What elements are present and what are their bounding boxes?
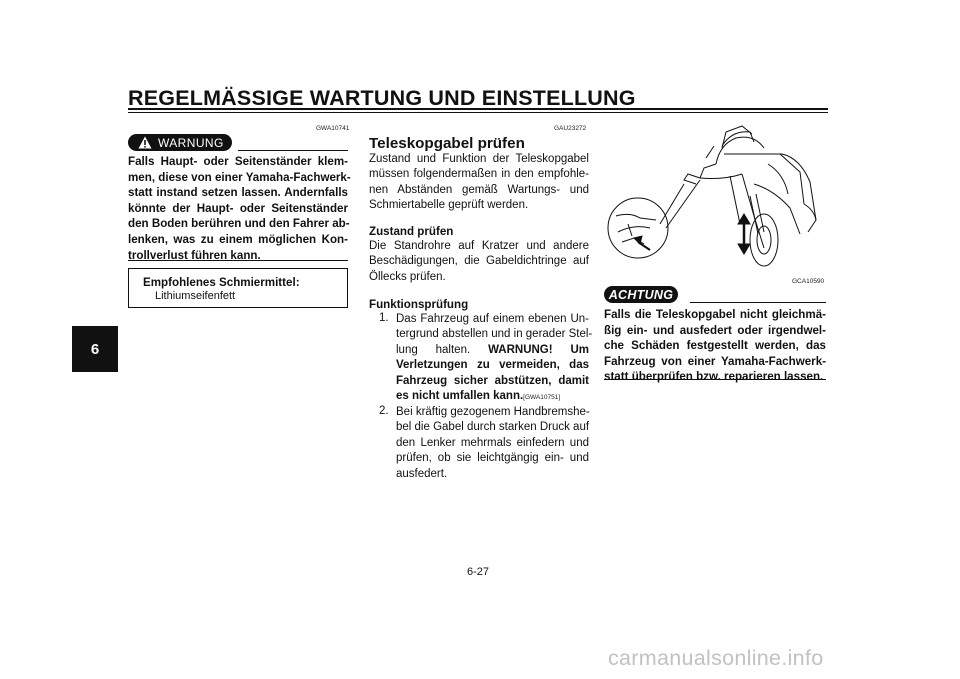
step1-warn-last: es nicht umfallen kann.	[396, 390, 524, 403]
step1-line: Das Fahrzeug auf einem ebenen Un-	[396, 313, 589, 325]
intro-line: nen Abständen gemäß Wartungs- und	[369, 183, 589, 196]
caution-line: statt überprüfen bzw. reparieren lassen.	[604, 370, 824, 384]
intro-line: Schmiertabelle geprüft werden.	[369, 199, 529, 212]
step1-warn-word: WARNUNG!	[488, 343, 553, 356]
lubricant-value: Lithiumseifenfett	[155, 290, 236, 302]
condition-line: Beschädigungen, die Gabeldichtringe auf	[369, 255, 589, 268]
caution-line: ßig ein- und ausfedert oder irgendwel-	[604, 323, 826, 337]
warning-line: lenken, was zu einem möglichen Kon-	[128, 232, 348, 246]
chapter-tab: 6	[72, 326, 118, 372]
lubricant-title: Empfohlenes Schmiermittel:	[143, 276, 300, 289]
step2-line: bel die Gabel durch starken Druck auf	[396, 421, 590, 434]
condition-heading: Zustand prüfen	[369, 225, 454, 238]
warning-code: GWA10741	[316, 125, 350, 132]
step1-warn-line	[396, 389, 589, 405]
caution-end-rule	[604, 379, 826, 380]
page-number: 6-27	[467, 566, 490, 578]
scooter-fork-illustration	[604, 124, 826, 274]
step1-warn-um: Um	[570, 343, 590, 356]
step1-warn-line: Verletzungen zu vermeiden, das	[396, 359, 589, 372]
warning-rule	[238, 150, 348, 151]
warning-line: men, diese von einer Yamaha-Fachwerk-	[128, 170, 351, 184]
caution-badge: ACHTUNG	[604, 286, 678, 303]
step2-line: den Lenker mehrmals einfedern und	[396, 436, 589, 449]
condition-line: Öllecks prüfen.	[369, 270, 446, 283]
section-title: Teleskopgabel prüfen	[369, 135, 525, 152]
title-rule	[128, 108, 828, 110]
warning-line: Falls Haupt- oder Seitenständer klem-	[128, 155, 348, 168]
condition-text	[369, 239, 589, 285]
section-intro	[369, 152, 589, 214]
warning-line: könnte der Haupt- oder Seitenständer	[128, 201, 348, 215]
page-title: REGELMÄSSIGE WARTUNG UND EINSTELLUNG	[128, 86, 636, 110]
step2-line: Bei kräftig gezogenem Handbremshe-	[396, 406, 590, 418]
warning-line: den Boden berühren und den Fahrer ab-	[128, 217, 350, 231]
step1-warn-line: Fahrzeug sicher abstützen, damit	[396, 374, 589, 387]
section-code: GAU23272	[554, 125, 587, 132]
step1-line: tergrund abstellen und in gerader Stel-	[396, 328, 593, 341]
warning-end-rule	[128, 260, 348, 261]
warning-triangle-icon	[138, 136, 152, 149]
step1-word-lung: lung	[396, 343, 418, 356]
caution-code: GCA10590	[792, 278, 825, 285]
step2-line: prüfen, ob sie leichtgängig ein- und	[396, 452, 589, 465]
warning-line: statt instand setzen lassen. Andernfalls	[128, 186, 348, 200]
step1-warning-code: [GWA10751]	[523, 394, 561, 402]
step2-text	[396, 405, 589, 482]
step2-number: 2.	[379, 405, 389, 417]
warning-text	[128, 154, 351, 263]
intro-line: Zustand und Funktion der Teleskopgabel	[369, 153, 589, 165]
step1-word-halten: halten.	[435, 343, 471, 356]
watermark: carmanualsonline.info	[608, 646, 824, 670]
condition-line: Die Standrohre auf Kratzer und andere	[369, 240, 589, 252]
function-heading: Funktionsprüfung	[369, 298, 469, 311]
intro-line: müssen folgendermaßen in den empfohle-	[369, 168, 589, 181]
warning-badge	[128, 134, 232, 151]
caution-line: che Schäden festgestellt werden, das	[604, 339, 826, 353]
title-rule-thin	[128, 112, 828, 113]
step1-text	[396, 312, 593, 405]
step1-line	[396, 343, 589, 358]
caution-text	[604, 307, 826, 385]
caution-line: Falls die Teleskopgabel nicht gleichmä-	[604, 308, 826, 321]
lubricant-box	[128, 268, 348, 308]
warning-badge-label: WARNUNG	[158, 135, 224, 150]
caution-line: Fahrzeug von einer Yamaha-Fachwerk-	[604, 354, 826, 368]
step2-line: ausfedert.	[396, 467, 448, 480]
step1-number: 1.	[379, 312, 389, 324]
caution-rule	[690, 302, 826, 303]
warning-line: trollverlust führen kann.	[128, 248, 261, 262]
